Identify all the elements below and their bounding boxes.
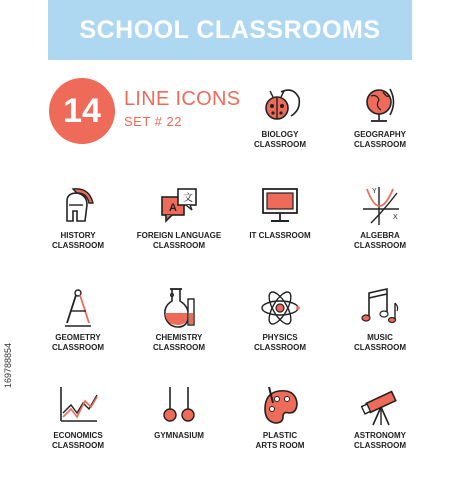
speech-bubbles-icon (156, 183, 202, 229)
icon-cell-biology (230, 82, 330, 150)
icon-label-line2: CLASSROOM (354, 140, 406, 149)
compass-icon (55, 285, 101, 331)
icon-label-line1: ASTRONOMY (354, 431, 406, 440)
svg-text:Y: Y (372, 188, 377, 195)
icon-label-line1: GEOMETRY (55, 333, 101, 342)
set-title: LINE ICONS (124, 88, 241, 110)
telescope-icon (357, 383, 403, 429)
title-banner (48, 0, 412, 60)
icon-cell-it (230, 183, 330, 241)
spartan-helmet-icon (55, 183, 101, 229)
icon-cell-plastic-arts (230, 383, 330, 451)
graph-axes-icon (357, 183, 403, 229)
icon-label-line2: CLASSROOM (52, 343, 104, 352)
icon-cell-history (28, 183, 128, 251)
line-chart-icon (55, 383, 101, 429)
icon-label-line1: GYMNASIUM (154, 431, 204, 440)
svg-text:A: A (169, 202, 177, 214)
ladybug-icon (257, 82, 303, 128)
count-badge (49, 78, 115, 144)
icon-cell-economics (28, 383, 128, 451)
svg-text:文: 文 (183, 193, 193, 204)
svg-text:X: X (393, 214, 398, 221)
icon-label-line2: CLASSROOM (52, 241, 104, 250)
icon-label-line1: GEOGRAPHY (353, 130, 406, 139)
icon-cell-geography (330, 82, 430, 150)
icon-label-line1: HISTORY (60, 231, 96, 240)
icon-label-line2: CLASSROOM (52, 441, 104, 450)
icon-label-line1: FOREIGN LANGUAGE (136, 231, 222, 240)
icon-cell-foreign-language (129, 183, 229, 251)
icon-label-line1: PLASTIC (262, 431, 298, 440)
gymnastic-rings-icon (156, 383, 202, 429)
monitor-icon (257, 183, 303, 229)
flask-icon (156, 285, 202, 331)
icon-cell-geometry (28, 285, 128, 353)
icon-cell-algebra (330, 183, 430, 251)
palette-icon (257, 383, 303, 429)
icon-cell-astronomy (330, 383, 430, 451)
icon-label-line1: MUSIC (367, 333, 393, 342)
icon-label-line1: PHYSICS (262, 333, 298, 342)
badge-number: 14 (63, 91, 101, 130)
icon-label-line1: ALGEBRA (360, 231, 400, 240)
icon-label-line1: CHEMISTRY (155, 333, 203, 342)
icon-cell-chemistry (129, 285, 229, 353)
icon-label-line1: ECONOMICS (53, 431, 103, 440)
icon-label-line2: CLASSROOM (153, 343, 205, 352)
stock-id-watermark: 169788854 (3, 342, 13, 388)
icon-label-line2: CLASSROOM (153, 241, 205, 250)
icon-label-line2: CLASSROOM (254, 343, 306, 352)
icon-label-line2: CLASSROOM (354, 241, 406, 250)
icon-label-line2: CLASSROOM (354, 343, 406, 352)
set-subtitle: SET # 22 (124, 114, 182, 129)
icon-cell-physics (230, 285, 330, 353)
icon-label-line1: IT CLASSROOM (249, 231, 311, 240)
icon-label-line2: CLASSROOM (354, 441, 406, 450)
icon-label-line2: CLASSROOM (254, 140, 306, 149)
atom-icon (257, 285, 303, 331)
icon-label-line1: BIOLOGY (261, 130, 299, 139)
icon-label-line2: ARTS ROOM (255, 441, 305, 450)
icon-cell-gymnasium (129, 383, 229, 441)
icon-cell-music (330, 285, 430, 353)
music-notes-icon (357, 285, 403, 331)
globe-icon (357, 82, 403, 128)
page-title: SCHOOL CLASSROOMS (79, 15, 381, 44)
